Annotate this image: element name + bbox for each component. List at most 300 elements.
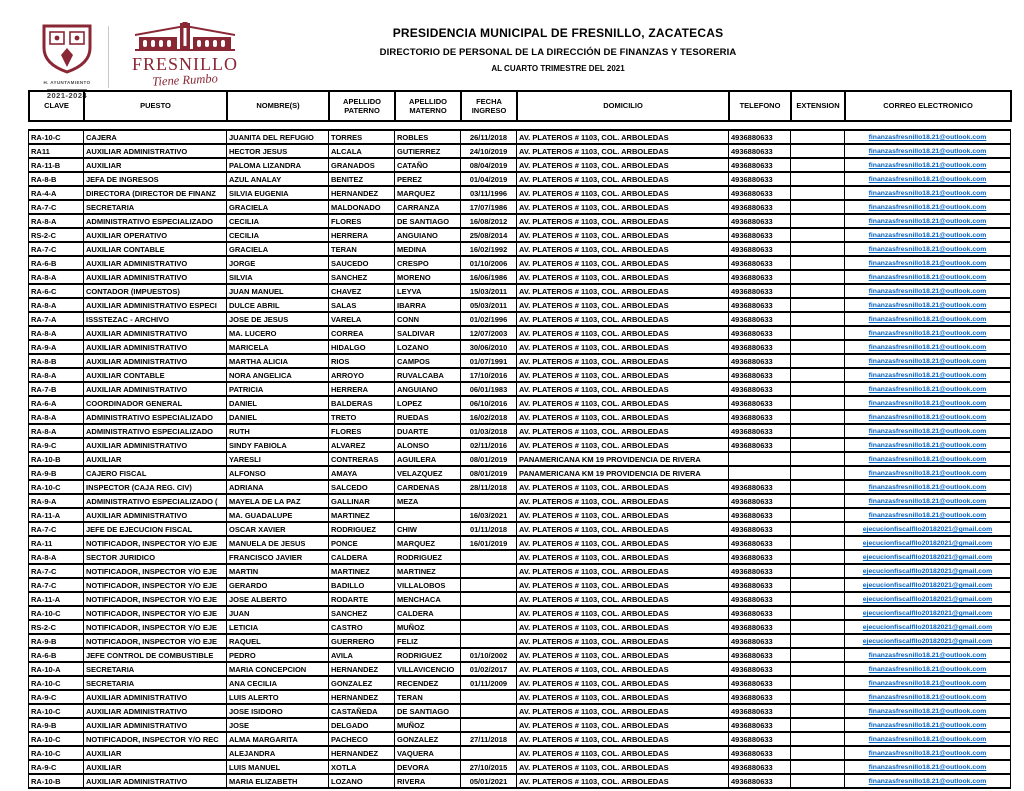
email-link[interactable]: ejecucionfiscalfllo20182021@gmail.com <box>862 596 993 603</box>
cell-apellido-materno: IBARRA <box>395 298 461 312</box>
column-header-nombres: NOMBRE(S) <box>227 91 329 121</box>
cell-puesto: AUXILIAR ADMINISTRATIVO <box>84 508 227 522</box>
cell-fecha-ingreso <box>461 578 517 592</box>
email-link[interactable]: finanzasfresnillo18.21@outlook.com <box>868 358 987 365</box>
cell-clave: RA-10-C <box>29 606 84 620</box>
cell-apellido-materno: MUÑOZ <box>395 620 461 634</box>
cell-nombres: GRACIELA <box>227 242 329 256</box>
cell-puesto: AUXILIAR ADMINISTRATIVO <box>84 256 227 270</box>
cell-domicilio: AV. PLATEROS # 1103, COL. ARBOLEDAS <box>517 130 729 144</box>
cell-puesto: ISSSTEZAC - ARCHIVO <box>84 312 227 326</box>
cell-nombres: LUIS ALERTO <box>227 690 329 704</box>
table-row <box>29 452 1011 466</box>
cell-correo <box>845 522 1011 536</box>
cell-correo <box>845 158 1011 172</box>
cell-fecha-ingreso: 01/11/2018 <box>461 522 517 536</box>
cell-clave: RA-6-C <box>29 284 84 298</box>
cell-clave: RA-4-A <box>29 186 84 200</box>
cell-extension <box>791 438 845 452</box>
cell-apellido-paterno: VARELA <box>329 312 395 326</box>
cell-puesto: AUXILIAR CONTABLE <box>84 368 227 382</box>
cell-fecha-ingreso: 17/07/1986 <box>461 200 517 214</box>
cell-fecha-ingreso: 16/03/2021 <box>461 508 517 522</box>
cell-fecha-ingreso: 06/10/2016 <box>461 396 517 410</box>
cell-nombres: LUIS MANUEL <box>227 760 329 774</box>
cell-apellido-paterno: PONCE <box>329 536 395 550</box>
cell-fecha-ingreso <box>461 634 517 648</box>
cell-extension <box>791 760 845 774</box>
cell-nombres: MAYELA DE LA PAZ <box>227 494 329 508</box>
cell-apellido-materno: CRESPO <box>395 256 461 270</box>
email-link[interactable]: finanzasfresnillo18.21@outlook.com <box>868 498 987 505</box>
cell-correo <box>845 578 1011 592</box>
cell-domicilio: AV. PLATEROS # 1103, COL. ARBOLEDAS <box>517 228 729 242</box>
table-row <box>29 270 1011 284</box>
table-row <box>29 340 1011 354</box>
cell-apellido-paterno: LOZANO <box>329 774 395 788</box>
cell-telefono: 4936880633 <box>729 270 791 284</box>
cell-extension <box>791 326 845 340</box>
cell-puesto: AUXILIAR OPERATIVO <box>84 228 227 242</box>
cell-nombres: GERARDO <box>227 578 329 592</box>
cell-domicilio: AV. PLATEROS # 1103, COL. ARBOLEDAS <box>517 732 729 746</box>
cell-correo <box>845 396 1011 410</box>
cell-puesto: AUXILIAR ADMINISTRATIVO <box>84 438 227 452</box>
cell-apellido-materno: AGUILERA <box>395 452 461 466</box>
cell-domicilio: AV. PLATEROS # 1103, COL. ARBOLEDAS <box>517 606 729 620</box>
directory-body <box>28 129 1011 789</box>
cell-extension <box>791 270 845 284</box>
cell-domicilio: AV. PLATEROS # 1103, COL. ARBOLEDAS <box>517 550 729 564</box>
cell-extension <box>791 256 845 270</box>
cell-telefono: 4936880633 <box>729 592 791 606</box>
header-row <box>29 91 1011 121</box>
cell-apellido-materno <box>395 508 461 522</box>
cell-extension <box>791 522 845 536</box>
cell-nombres: MANUELA DE JESUS <box>227 536 329 550</box>
table-row <box>29 186 1011 200</box>
column-header-correo: CORREO ELECTRONICO <box>845 91 1011 121</box>
cell-fecha-ingreso <box>461 704 517 718</box>
column-header-extension: EXTENSION <box>791 91 845 121</box>
cell-nombres: MARIA ELIZABETH <box>227 774 329 788</box>
cell-fecha-ingreso: 16/02/2018 <box>461 410 517 424</box>
cell-extension <box>791 144 845 158</box>
cell-apellido-materno: DE SANTIAGO <box>395 704 461 718</box>
cell-apellido-paterno: SAUCEDO <box>329 256 395 270</box>
email-link[interactable]: ejecucionfiscalfllo20182021@gmail.com <box>862 582 993 589</box>
email-link[interactable]: ejecucionfiscalfllo20182021@gmail.com <box>862 610 993 617</box>
email-link[interactable]: ejecucionfiscalfllo20182021@gmail.com <box>862 540 993 547</box>
cell-clave: RA-8-B <box>29 354 84 368</box>
cell-extension <box>791 718 845 732</box>
cell-correo <box>845 606 1011 620</box>
email-link[interactable]: ejecucionfiscalfllo20182021@gmail.com <box>862 554 993 561</box>
cell-telefono: 4936880633 <box>729 494 791 508</box>
table-row <box>29 228 1011 242</box>
cell-nombres: SILVIA EUGENIA <box>227 186 329 200</box>
cell-clave: RA-10-B <box>29 774 84 788</box>
cell-domicilio: AV. PLATEROS # 1103, COL. ARBOLEDAS <box>517 312 729 326</box>
email-link[interactable]: finanzasfresnillo18.21@outlook.com <box>868 750 987 757</box>
table-row <box>29 382 1011 396</box>
cell-apellido-materno: VAQUERA <box>395 746 461 760</box>
email-link[interactable]: ejecucionfiscalfllo20182021@gmail.com <box>862 526 993 533</box>
email-link[interactable]: finanzasfresnillo18.21@outlook.com <box>868 652 987 659</box>
table-row <box>29 536 1011 550</box>
cell-correo <box>845 368 1011 382</box>
cell-nombres: JOSE DE JESUS <box>227 312 329 326</box>
cell-fecha-ingreso: 08/01/2019 <box>461 466 517 480</box>
table-row <box>29 690 1011 704</box>
email-link[interactable]: finanzasfresnillo18.21@outlook.com <box>868 274 987 281</box>
email-link[interactable]: finanzasfresnillo18.21@outlook.com <box>868 442 987 449</box>
cell-telefono: 4936880633 <box>729 256 791 270</box>
cell-nombres: MARTIN <box>227 564 329 578</box>
table-row <box>29 718 1011 732</box>
cell-correo <box>845 718 1011 732</box>
cell-domicilio: AV. PLATEROS # 1103, COL. ARBOLEDAS <box>517 424 729 438</box>
cell-domicilio: AV. PLATEROS # 1103, COL. ARBOLEDAS <box>517 648 729 662</box>
cell-nombres: CECILIA <box>227 214 329 228</box>
cell-clave: RA-7-C <box>29 564 84 578</box>
cell-puesto: JEFE CONTROL DE COMBUSTIBLE <box>84 648 227 662</box>
cell-extension <box>791 564 845 578</box>
cell-apellido-paterno: ALVAREZ <box>329 438 395 452</box>
cell-telefono: 4936880633 <box>729 704 791 718</box>
email-link[interactable]: finanzasfresnillo18.21@outlook.com <box>868 218 987 225</box>
cell-domicilio: AV. PLATEROS # 1103, COL. ARBOLEDAS <box>517 270 729 284</box>
cell-apellido-paterno: SALCEDO <box>329 480 395 494</box>
cell-telefono: 4936880633 <box>729 480 791 494</box>
cell-correo <box>845 774 1011 788</box>
cell-nombres: FRANCISCO JAVIER <box>227 550 329 564</box>
cell-correo <box>845 256 1011 270</box>
email-link[interactable]: ejecucionfiscalfllo20182021@gmail.com <box>862 624 993 631</box>
cell-clave: RA-10-C <box>29 130 84 144</box>
cell-nombres: AZUL ANALAY <box>227 172 329 186</box>
cell-apellido-materno: CATAÑO <box>395 158 461 172</box>
table-row <box>29 564 1011 578</box>
cell-telefono: 4936880633 <box>729 690 791 704</box>
cell-clave: RA-8-A <box>29 326 84 340</box>
cell-apellido-paterno: RODRIGUEZ <box>329 522 395 536</box>
cell-fecha-ingreso: 24/10/2019 <box>461 144 517 158</box>
email-link[interactable]: finanzasfresnillo18.21@outlook.com <box>868 148 987 155</box>
cell-domicilio: AV. PLATEROS # 1103, COL. ARBOLEDAS <box>517 578 729 592</box>
cell-telefono: 4936880633 <box>729 368 791 382</box>
email-link[interactable]: finanzasfresnillo18.21@outlook.com <box>868 260 987 267</box>
cell-correo <box>845 760 1011 774</box>
cell-correo <box>845 424 1011 438</box>
table-row <box>29 410 1011 424</box>
cell-apellido-materno: DE SANTIAGO <box>395 214 461 228</box>
cell-telefono: 4936880633 <box>729 284 791 298</box>
cell-correo <box>845 746 1011 760</box>
cell-puesto: INSPECTOR (CAJA REG. CIV) <box>84 480 227 494</box>
cell-nombres: PALOMA LIZANDRA <box>227 158 329 172</box>
cell-correo <box>845 382 1011 396</box>
cell-apellido-materno: CAMPOS <box>395 354 461 368</box>
table-row <box>29 550 1011 564</box>
table-row <box>29 480 1011 494</box>
table-row <box>29 284 1011 298</box>
table-row <box>29 368 1011 382</box>
cell-correo <box>845 480 1011 494</box>
email-link[interactable]: finanzasfresnillo18.21@outlook.com <box>868 162 987 169</box>
table-row <box>29 746 1011 760</box>
council-term: 2021-2024 <box>46 91 88 100</box>
cell-fecha-ingreso <box>461 494 517 508</box>
cell-clave: RA-10-A <box>29 662 84 676</box>
cell-fecha-ingreso: 26/11/2018 <box>461 130 517 144</box>
council-label: H. AYUNTAMIENTO <box>43 80 91 85</box>
cell-clave: RA-9-B <box>29 718 84 732</box>
cell-apellido-materno: GUTIERREZ <box>395 144 461 158</box>
cell-correo <box>845 536 1011 550</box>
cell-puesto: NOTIFICADOR, INSPECTOR Y/O EJE <box>84 620 227 634</box>
cell-apellido-paterno: RODARTE <box>329 592 395 606</box>
cell-apellido-paterno: HERNANDEZ <box>329 186 395 200</box>
cell-fecha-ingreso <box>461 690 517 704</box>
email-link[interactable]: finanzasfresnillo18.21@outlook.com <box>868 134 987 141</box>
email-link[interactable]: finanzasfresnillo18.21@outlook.com <box>868 372 987 379</box>
cell-telefono: 4936880633 <box>729 746 791 760</box>
cell-domicilio: AV. PLATEROS # 1103, COL. ARBOLEDAS <box>517 284 729 298</box>
email-link[interactable]: finanzasfresnillo18.21@outlook.com <box>868 386 987 393</box>
cell-extension <box>791 452 845 466</box>
email-link[interactable]: finanzasfresnillo18.21@outlook.com <box>868 176 987 183</box>
email-link[interactable]: finanzasfresnillo18.21@outlook.com <box>868 666 987 673</box>
cell-clave: RA-8-A <box>29 298 84 312</box>
cell-extension <box>791 284 845 298</box>
cell-extension <box>791 340 845 354</box>
email-link[interactable]: finanzasfresnillo18.21@outlook.com <box>868 246 987 253</box>
column-header-fecha-ingreso: FECHA INGRESO <box>461 91 517 121</box>
cell-domicilio: AV. PLATEROS # 1103, COL. ARBOLEDAS <box>517 522 729 536</box>
table-row <box>29 130 1011 144</box>
cell-domicilio: AV. PLATEROS # 1103, COL. ARBOLEDAS <box>517 508 729 522</box>
cell-apellido-materno: CALDERA <box>395 606 461 620</box>
cell-telefono: 4936880633 <box>729 438 791 452</box>
cell-correo <box>845 354 1011 368</box>
cell-domicilio: AV. PLATEROS # 1103, COL. ARBOLEDAS <box>517 704 729 718</box>
cell-fecha-ingreso: 05/01/2021 <box>461 774 517 788</box>
email-link[interactable]: finanzasfresnillo18.21@outlook.com <box>868 288 987 295</box>
cell-puesto: DIRECTORA (DIRECTOR DE FINANZ <box>84 186 227 200</box>
cell-nombres: YARESLI <box>227 452 329 466</box>
cell-clave: RA-8-A <box>29 424 84 438</box>
cell-domicilio: AV. PLATEROS # 1103, COL. ARBOLEDAS <box>517 746 729 760</box>
email-link[interactable]: finanzasfresnillo18.21@outlook.com <box>868 456 987 463</box>
email-link[interactable]: finanzasfresnillo18.21@outlook.com <box>868 232 987 239</box>
cell-puesto: AUXILIAR <box>84 452 227 466</box>
cell-clave: RA-8-A <box>29 550 84 564</box>
cell-correo <box>845 284 1011 298</box>
email-link[interactable]: finanzasfresnillo18.21@outlook.com <box>868 428 987 435</box>
cell-clave: RS-2-C <box>29 620 84 634</box>
cell-fecha-ingreso: 08/04/2019 <box>461 158 517 172</box>
cell-clave: RA-9-A <box>29 340 84 354</box>
cell-telefono: 4936880633 <box>729 354 791 368</box>
table-row <box>29 704 1011 718</box>
cell-correo <box>845 200 1011 214</box>
cell-apellido-paterno: PACHECO <box>329 732 395 746</box>
cell-puesto: AUXILIAR ADMINISTRATIVO <box>84 718 227 732</box>
cell-puesto: CAJERA <box>84 130 227 144</box>
table-row <box>29 466 1011 480</box>
cell-extension <box>791 732 845 746</box>
cell-apellido-materno: MARQUEZ <box>395 186 461 200</box>
table-row <box>29 494 1011 508</box>
cell-correo <box>845 662 1011 676</box>
cell-clave: RA-9-B <box>29 634 84 648</box>
cell-clave: RA-11-A <box>29 508 84 522</box>
email-link[interactable]: finanzasfresnillo18.21@outlook.com <box>868 344 987 351</box>
cell-apellido-paterno: TORRES <box>329 130 395 144</box>
cell-extension <box>791 410 845 424</box>
email-link[interactable]: finanzasfresnillo18.21@outlook.com <box>868 414 987 421</box>
cell-telefono: 4936880633 <box>729 410 791 424</box>
cell-domicilio: AV. PLATEROS # 1103, COL. ARBOLEDAS <box>517 340 729 354</box>
column-header-domicilio: DOMICILIO <box>517 91 729 121</box>
cell-telefono: 4936880633 <box>729 172 791 186</box>
cell-domicilio: AV. PLATEROS # 1103, COL. ARBOLEDAS <box>517 480 729 494</box>
cell-domicilio: AV. PLATEROS # 1103, COL. ARBOLEDAS <box>517 718 729 732</box>
cell-nombres: ALEJANDRA <box>227 746 329 760</box>
cell-correo <box>845 410 1011 424</box>
email-link[interactable]: finanzasfresnillo18.21@outlook.com <box>868 302 987 309</box>
cell-puesto: JEFA DE INGRESOS <box>84 172 227 186</box>
cell-puesto: AUXILIAR ADMINISTRATIVO <box>84 382 227 396</box>
email-link[interactable]: finanzasfresnillo18.21@outlook.com <box>868 484 987 491</box>
cell-extension <box>791 634 845 648</box>
cell-apellido-materno: VILLALOBOS <box>395 578 461 592</box>
cell-fecha-ingreso: 16/01/2019 <box>461 536 517 550</box>
cell-domicilio: AV. PLATEROS # 1103, COL. ARBOLEDAS <box>517 592 729 606</box>
cell-telefono: 4936880633 <box>729 564 791 578</box>
cell-clave: RA-10-C <box>29 480 84 494</box>
email-link[interactable]: finanzasfresnillo18.21@outlook.com <box>868 694 987 701</box>
cell-nombres: JOSE ISIDORO <box>227 704 329 718</box>
cell-clave: RA-9-C <box>29 760 84 774</box>
cell-domicilio: AV. PLATEROS # 1103, COL. ARBOLEDAS <box>517 214 729 228</box>
cell-telefono: 4936880633 <box>729 718 791 732</box>
cell-fecha-ingreso: 01/03/2018 <box>461 424 517 438</box>
cell-puesto: CAJERO FISCAL <box>84 466 227 480</box>
page-subtitle: DIRECTORIO DE PERSONAL DE LA DIRECCIÓN DE FINANZAS Y TESORERIA <box>379 47 737 58</box>
cell-apellido-materno: MARTINEZ <box>395 564 461 578</box>
cell-apellido-materno: MORENO <box>395 270 461 284</box>
cell-apellido-paterno: XOTLA <box>329 760 395 774</box>
cell-puesto: AUXILIAR ADMINISTRATIVO <box>84 774 227 788</box>
cell-clave: RA-9-A <box>29 494 84 508</box>
cell-telefono: 4936880633 <box>729 578 791 592</box>
table-row <box>29 424 1011 438</box>
cell-apellido-materno: ROBLES <box>395 130 461 144</box>
cell-apellido-paterno: BENITEZ <box>329 172 395 186</box>
cell-fecha-ingreso: 16/06/1986 <box>461 270 517 284</box>
cell-nombres: DANIEL <box>227 396 329 410</box>
email-link[interactable]: ejecucionfiscalfllo20182021@gmail.com <box>862 638 993 645</box>
cell-puesto: AUXILIAR <box>84 760 227 774</box>
cell-extension <box>791 550 845 564</box>
cell-domicilio: AV. PLATEROS # 1103, COL. ARBOLEDAS <box>517 298 729 312</box>
email-link[interactable]: finanzasfresnillo18.21@outlook.com <box>868 722 987 729</box>
cell-apellido-materno: DEVORA <box>395 760 461 774</box>
email-link[interactable]: finanzasfresnillo18.21@outlook.com <box>868 512 987 519</box>
cell-domicilio: AV. PLATEROS # 1103, COL. ARBOLEDAS <box>517 200 729 214</box>
cell-correo <box>845 648 1011 662</box>
table-row <box>29 298 1011 312</box>
cell-apellido-paterno: RIOS <box>329 354 395 368</box>
email-link[interactable]: finanzasfresnillo18.21@outlook.com <box>868 400 987 407</box>
cell-fecha-ingreso <box>461 592 517 606</box>
column-header-apellido-materno: APELLIDO MATERNO <box>395 91 461 121</box>
cell-correo <box>845 144 1011 158</box>
cell-correo <box>845 242 1011 256</box>
brand-name: FRESNILLO <box>131 54 238 74</box>
cell-apellido-materno: CHIW <box>395 522 461 536</box>
cell-correo <box>845 690 1011 704</box>
cell-fecha-ingreso: 12/07/2003 <box>461 326 517 340</box>
table-row <box>29 592 1011 606</box>
table-row <box>29 158 1011 172</box>
cell-apellido-paterno: GONZALEZ <box>329 676 395 690</box>
cell-nombres: LETICIA <box>227 620 329 634</box>
cell-correo <box>845 620 1011 634</box>
cell-apellido-paterno: HERNANDEZ <box>329 690 395 704</box>
cell-fecha-ingreso <box>461 718 517 732</box>
cell-apellido-materno: VILLAVICENCIO <box>395 662 461 676</box>
cell-apellido-materno: RUEDAS <box>395 410 461 424</box>
cell-nombres: ALFONSO <box>227 466 329 480</box>
cell-clave: RA-11-A <box>29 592 84 606</box>
email-link[interactable]: finanzasfresnillo18.21@outlook.com <box>868 190 987 197</box>
cell-extension <box>791 130 845 144</box>
cell-telefono: 4936880633 <box>729 760 791 774</box>
cell-clave: RA-7-A <box>29 312 84 326</box>
cell-apellido-paterno: MARTINEZ <box>329 564 395 578</box>
cell-telefono: 4936880633 <box>729 186 791 200</box>
cell-apellido-materno: MENCHACA <box>395 592 461 606</box>
email-link[interactable]: finanzasfresnillo18.21@outlook.com <box>868 764 987 771</box>
email-link[interactable]: finanzasfresnillo18.21@outlook.com <box>868 680 987 687</box>
cell-puesto: SECTOR JURIDICO <box>84 550 227 564</box>
cell-extension <box>791 214 845 228</box>
cell-correo <box>845 312 1011 326</box>
email-link[interactable]: finanzasfresnillo18.21@outlook.com <box>868 316 987 323</box>
email-link[interactable]: finanzasfresnillo18.21@outlook.com <box>868 470 987 477</box>
cell-extension <box>791 508 845 522</box>
table-row <box>29 144 1011 158</box>
cell-puesto: AUXILIAR <box>84 746 227 760</box>
cell-clave: RA-10-C <box>29 676 84 690</box>
email-link[interactable]: finanzasfresnillo18.21@outlook.com <box>868 330 987 337</box>
email-link[interactable]: finanzasfresnillo18.21@outlook.com <box>868 204 987 211</box>
cell-fecha-ingreso: 25/08/2014 <box>461 228 517 242</box>
email-link[interactable]: finanzasfresnillo18.21@outlook.com <box>868 778 987 785</box>
cell-nombres: MA. GUADALUPE <box>227 508 329 522</box>
cell-puesto: CONTADOR (IMPUESTOS) <box>84 284 227 298</box>
table-row <box>29 200 1011 214</box>
cell-apellido-materno: RODRIGUEZ <box>395 648 461 662</box>
cell-telefono: 4936880633 <box>729 620 791 634</box>
email-link[interactable]: finanzasfresnillo18.21@outlook.com <box>868 708 987 715</box>
email-link[interactable]: finanzasfresnillo18.21@outlook.com <box>868 736 987 743</box>
email-link[interactable]: ejecucionfiscalfllo20182021@gmail.com <box>862 568 993 575</box>
cell-nombres: JOSE <box>227 718 329 732</box>
